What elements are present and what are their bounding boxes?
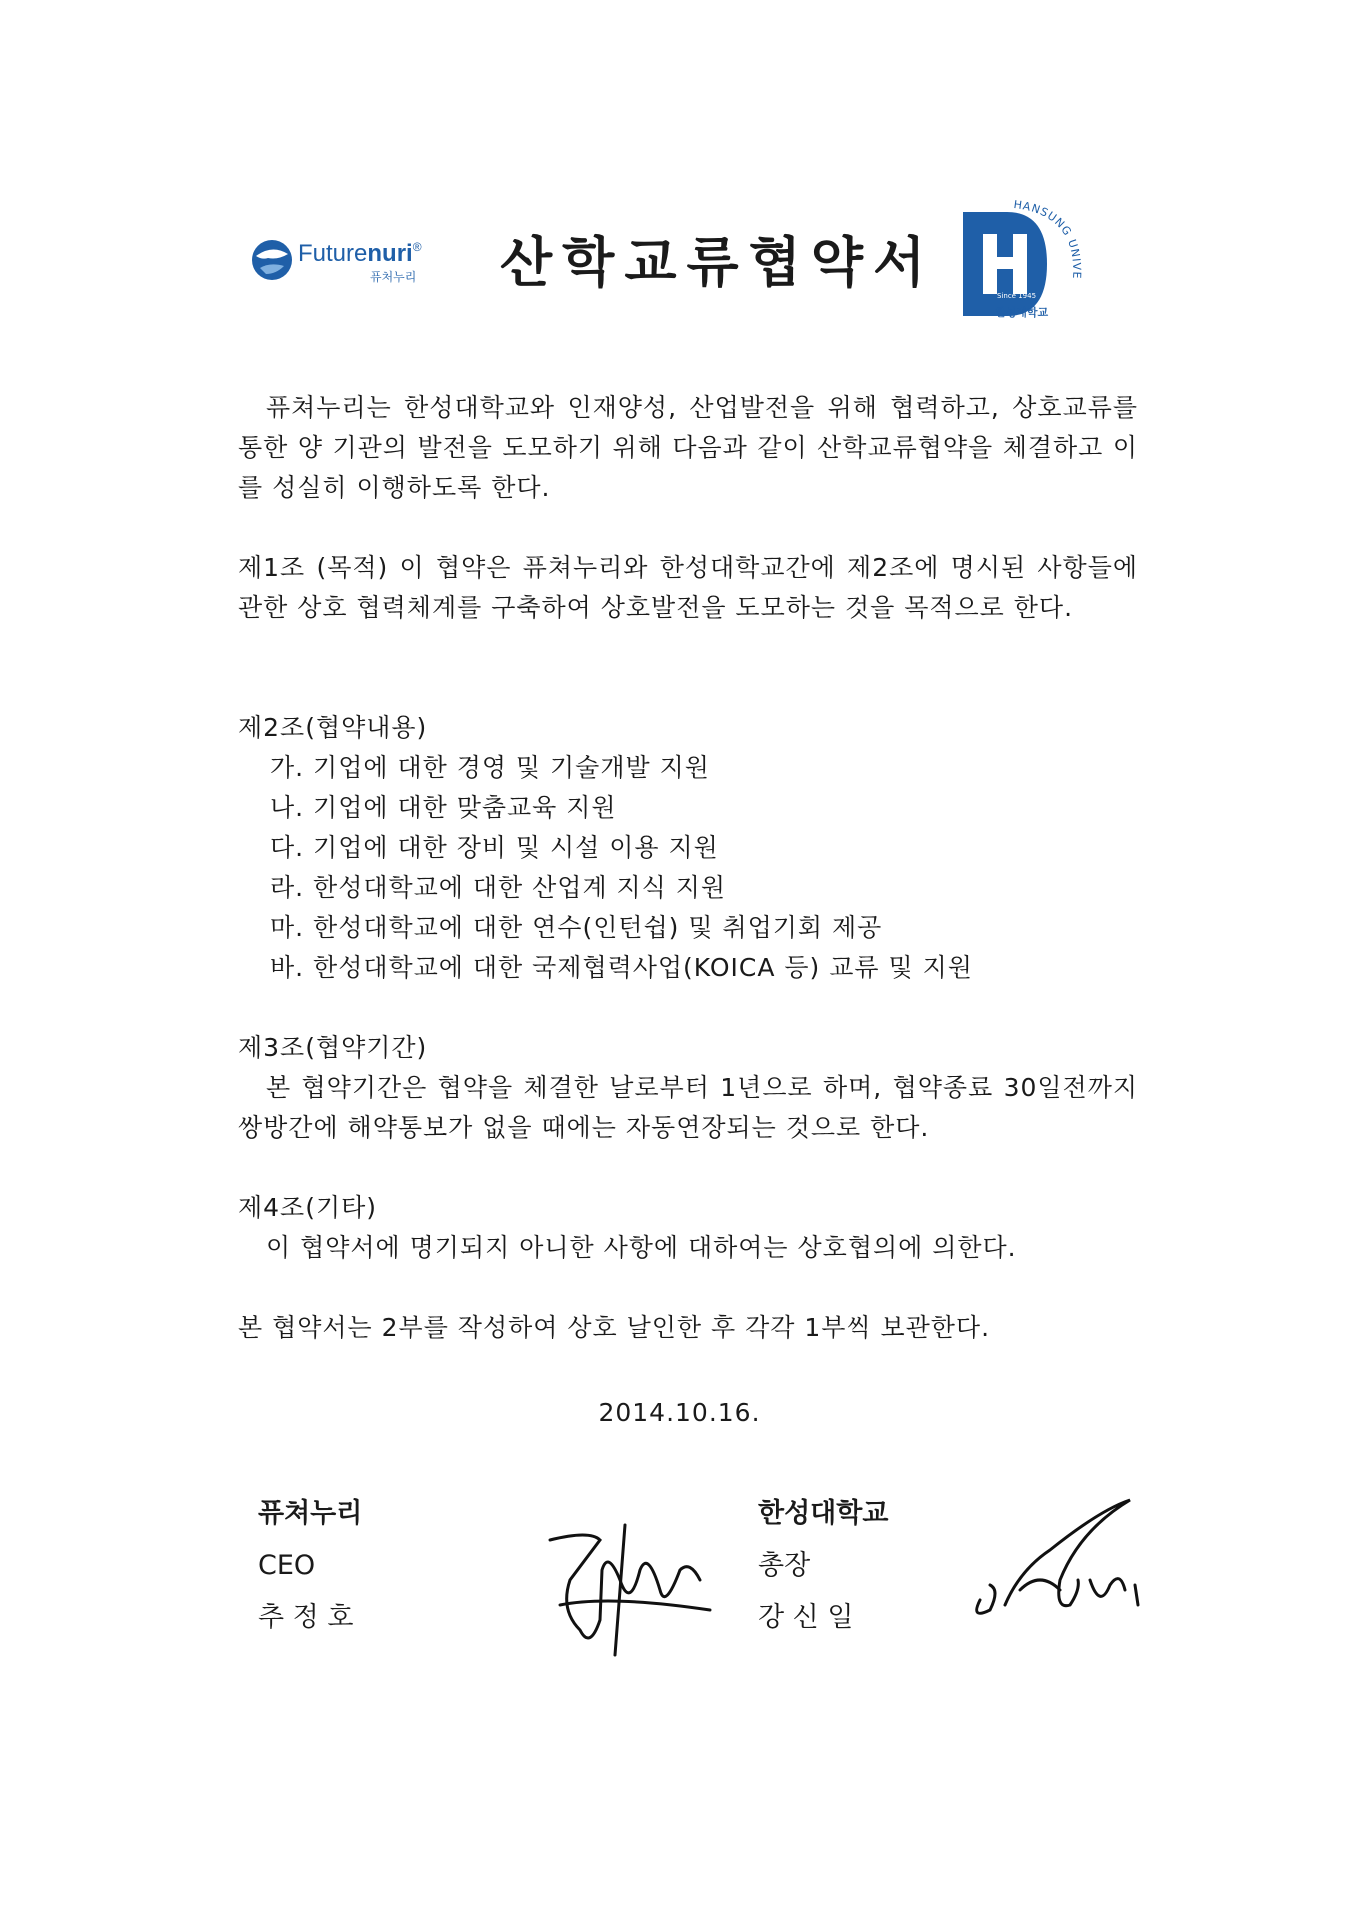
hansung-ring-text: HANSUNG UNIVE xyxy=(1012,200,1084,280)
list-item: 다. 기업에 대한 장비 및 시설 이용 지원 xyxy=(270,833,719,862)
futurenuri-korean: 퓨처누리 xyxy=(370,270,417,284)
signatory-left-name: 추 정 호 xyxy=(258,1602,354,1633)
hansung-korean: 한성대학교 xyxy=(995,306,1049,319)
signatory-left xyxy=(258,1488,362,1644)
signatory-right-role: 총장 xyxy=(758,1550,811,1581)
agreement-date: 2014.10.16. xyxy=(598,1398,761,1427)
hansung-since: Since 1945 xyxy=(997,292,1037,300)
article-1: 제1조 (목적) 이 협약은 퓨쳐누리와 한성대학교간에 제2조에 명시된 사항들에 관한 상호 협력체계를 구축하여 상호발전을 도모하는 것을 목적으로 한다. xyxy=(238,553,1138,622)
futurenuri-logo xyxy=(248,230,448,290)
list-item: 바. 한성대학교에 대한 국제협력사업(KOICA 등) 교류 및 지원 xyxy=(270,953,973,982)
article-4-body: 이 협약서에 명기되지 아니한 사항에 대하여는 상호협의에 의한다. xyxy=(266,1233,1017,1262)
list-item: 라. 한성대학교에 대한 산업계 지식 지원 xyxy=(270,873,727,902)
document-title: 산학교류협약서 xyxy=(500,230,936,294)
signatory-right-name: 강 신 일 xyxy=(758,1602,854,1633)
signature-icon xyxy=(530,1510,720,1660)
list-item: 나. 기업에 대한 맞춤교육 지원 xyxy=(270,793,617,822)
list-item: 가. 기업에 대한 경영 및 기술개발 지원 xyxy=(270,753,710,782)
document-header xyxy=(0,200,1359,330)
signatory-right-org: 한성대학교 xyxy=(758,1498,889,1529)
list-item: 마. 한성대학교에 대한 연수(인턴쉽) 및 취업기회 제공 xyxy=(270,913,883,942)
article-4 xyxy=(238,1188,1138,1268)
article-2 xyxy=(238,708,1138,988)
intro-paragraph: 퓨쳐누리는 한성대학교와 인재양성, 산업발전을 위해 협력하고, 상호교류를 통한 양 기관의 발전을 도모하기 위해 다음과 같이 산학교류협약을 체결하고 이를 성실히 이행하도록 한다. xyxy=(238,393,1138,502)
signature-icon xyxy=(960,1490,1160,1630)
signatory-left-role: CEO xyxy=(258,1550,316,1581)
signatory-left-org: 퓨쳐누리 xyxy=(258,1498,363,1529)
article-3 xyxy=(238,1028,1138,1148)
signatory-right xyxy=(758,1488,888,1644)
closing-statement: 본 협약서는 2부를 작성하여 상호 날인한 후 각각 1부씩 보관한다. xyxy=(238,1313,991,1342)
article-4-heading: 제4조(기타) xyxy=(238,1193,378,1222)
article-3-body: 본 협약기간은 협약을 체결한 날로부터 1년으로 하며, 협약종료 30일전까지 쌍방간에 해약통보가 없을 때에는 자동연장되는 것으로 한다. xyxy=(238,1073,1138,1142)
futurenuri-wordmark: Futurenuri® xyxy=(298,240,422,267)
hansung-logo xyxy=(955,200,1085,330)
article-3-heading: 제3조(협약기간) xyxy=(238,1033,428,1062)
article-2-heading: 제2조(협약내용) xyxy=(238,713,428,742)
